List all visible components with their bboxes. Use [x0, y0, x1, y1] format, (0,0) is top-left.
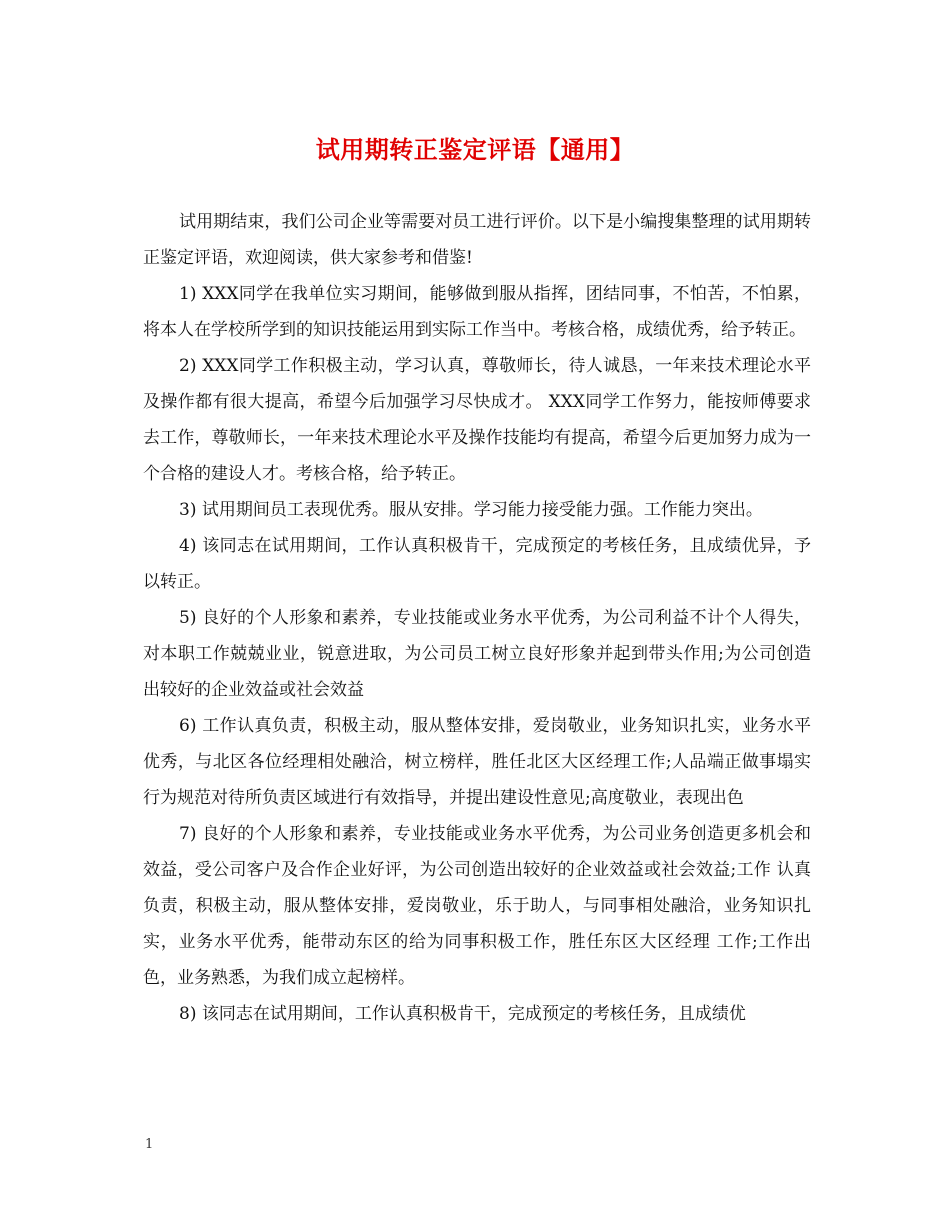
- page-number: 1: [145, 1137, 154, 1152]
- paragraph-item-7: 7) 良好的个人形象和素养，专业技能或业务水平优秀，为公司业务创造更多机会和效益，受公司客户及合作企业好评，为公司创造出较好的企业效益或社会效益;工作 认真负责，积极主动，服从整体安排，爱岗敬业，乐于助人，与同事相处融洽，业务知识扎实，业务水平优秀，能带动东区的给为同事积极工作，胜任东区大区经理 工作;工作出色，业务熟悉，为我们成立起榜样。: [143, 824, 811, 988]
- paragraph-item-6: 6) 工作认真负责，积极主动，服从整体安排，爱岗敬业，业务知识扎实，业务水平优秀，与北区各位经理相处融洽，树立榜样，胜任北区大区经理工作;人品端正做事塌实行为规范对待所负责区域进行有效指导，并提出建设性意见;高度敬业，表现出色: [143, 716, 811, 808]
- document-title: 试用期转正鉴定评语【通用】: [315, 135, 635, 164]
- document-body: [143, 204, 811, 1032]
- paragraph-intro: 试用期结束，我们公司企业等需要对员工进行评价。以下是小编搜集整理的试用期转正鉴定评语，欢迎阅读，供大家参考和借鉴!: [143, 212, 811, 268]
- paragraph-item-2: 2) XXX同学工作积极主动，学习认真，尊敬师长，待人诚恳，一年来技术理论水平及操作都有很大提高，希望今后加强学习尽快成才。 XXX同学工作努力，能按师傅要求去工作，尊敬师长，一年来技术理论水平及操作技能均有提高，希望今后更加努力成为一个合格的建设人才。考核合格，给予转正。: [143, 356, 811, 484]
- paragraph-item-4: 4) 该同志在试用期间，工作认真积极肯干，完成预定的考核任务，且成绩优异，予以转正。: [143, 536, 811, 592]
- paragraph-item-3: 3) 试用期间员工表现优秀。服从安排。学习能力接受能力强。工作能力突出。: [179, 500, 763, 520]
- paragraph-item-8: 8) 该同志在试用期间，工作认真积极肯干，完成预定的考核任务，且成绩优: [179, 1004, 746, 1024]
- paragraph-item-5: 5) 良好的个人形象和素养，专业技能或业务水平优秀，为公司利益不计个人得失，对本职工作兢兢业业，锐意进取，为公司员工树立良好形象并起到带头作用;为公司创造出较好的企业效益或社会效益: [143, 608, 811, 700]
- paragraph-item-1: 1) XXX同学在我单位实习期间，能够做到服从指挥，团结同事，不怕苦，不怕累，将本人在学校所学到的知识技能运用到实际工作当中。考核合格，成绩优秀，给予转正。: [143, 284, 811, 340]
